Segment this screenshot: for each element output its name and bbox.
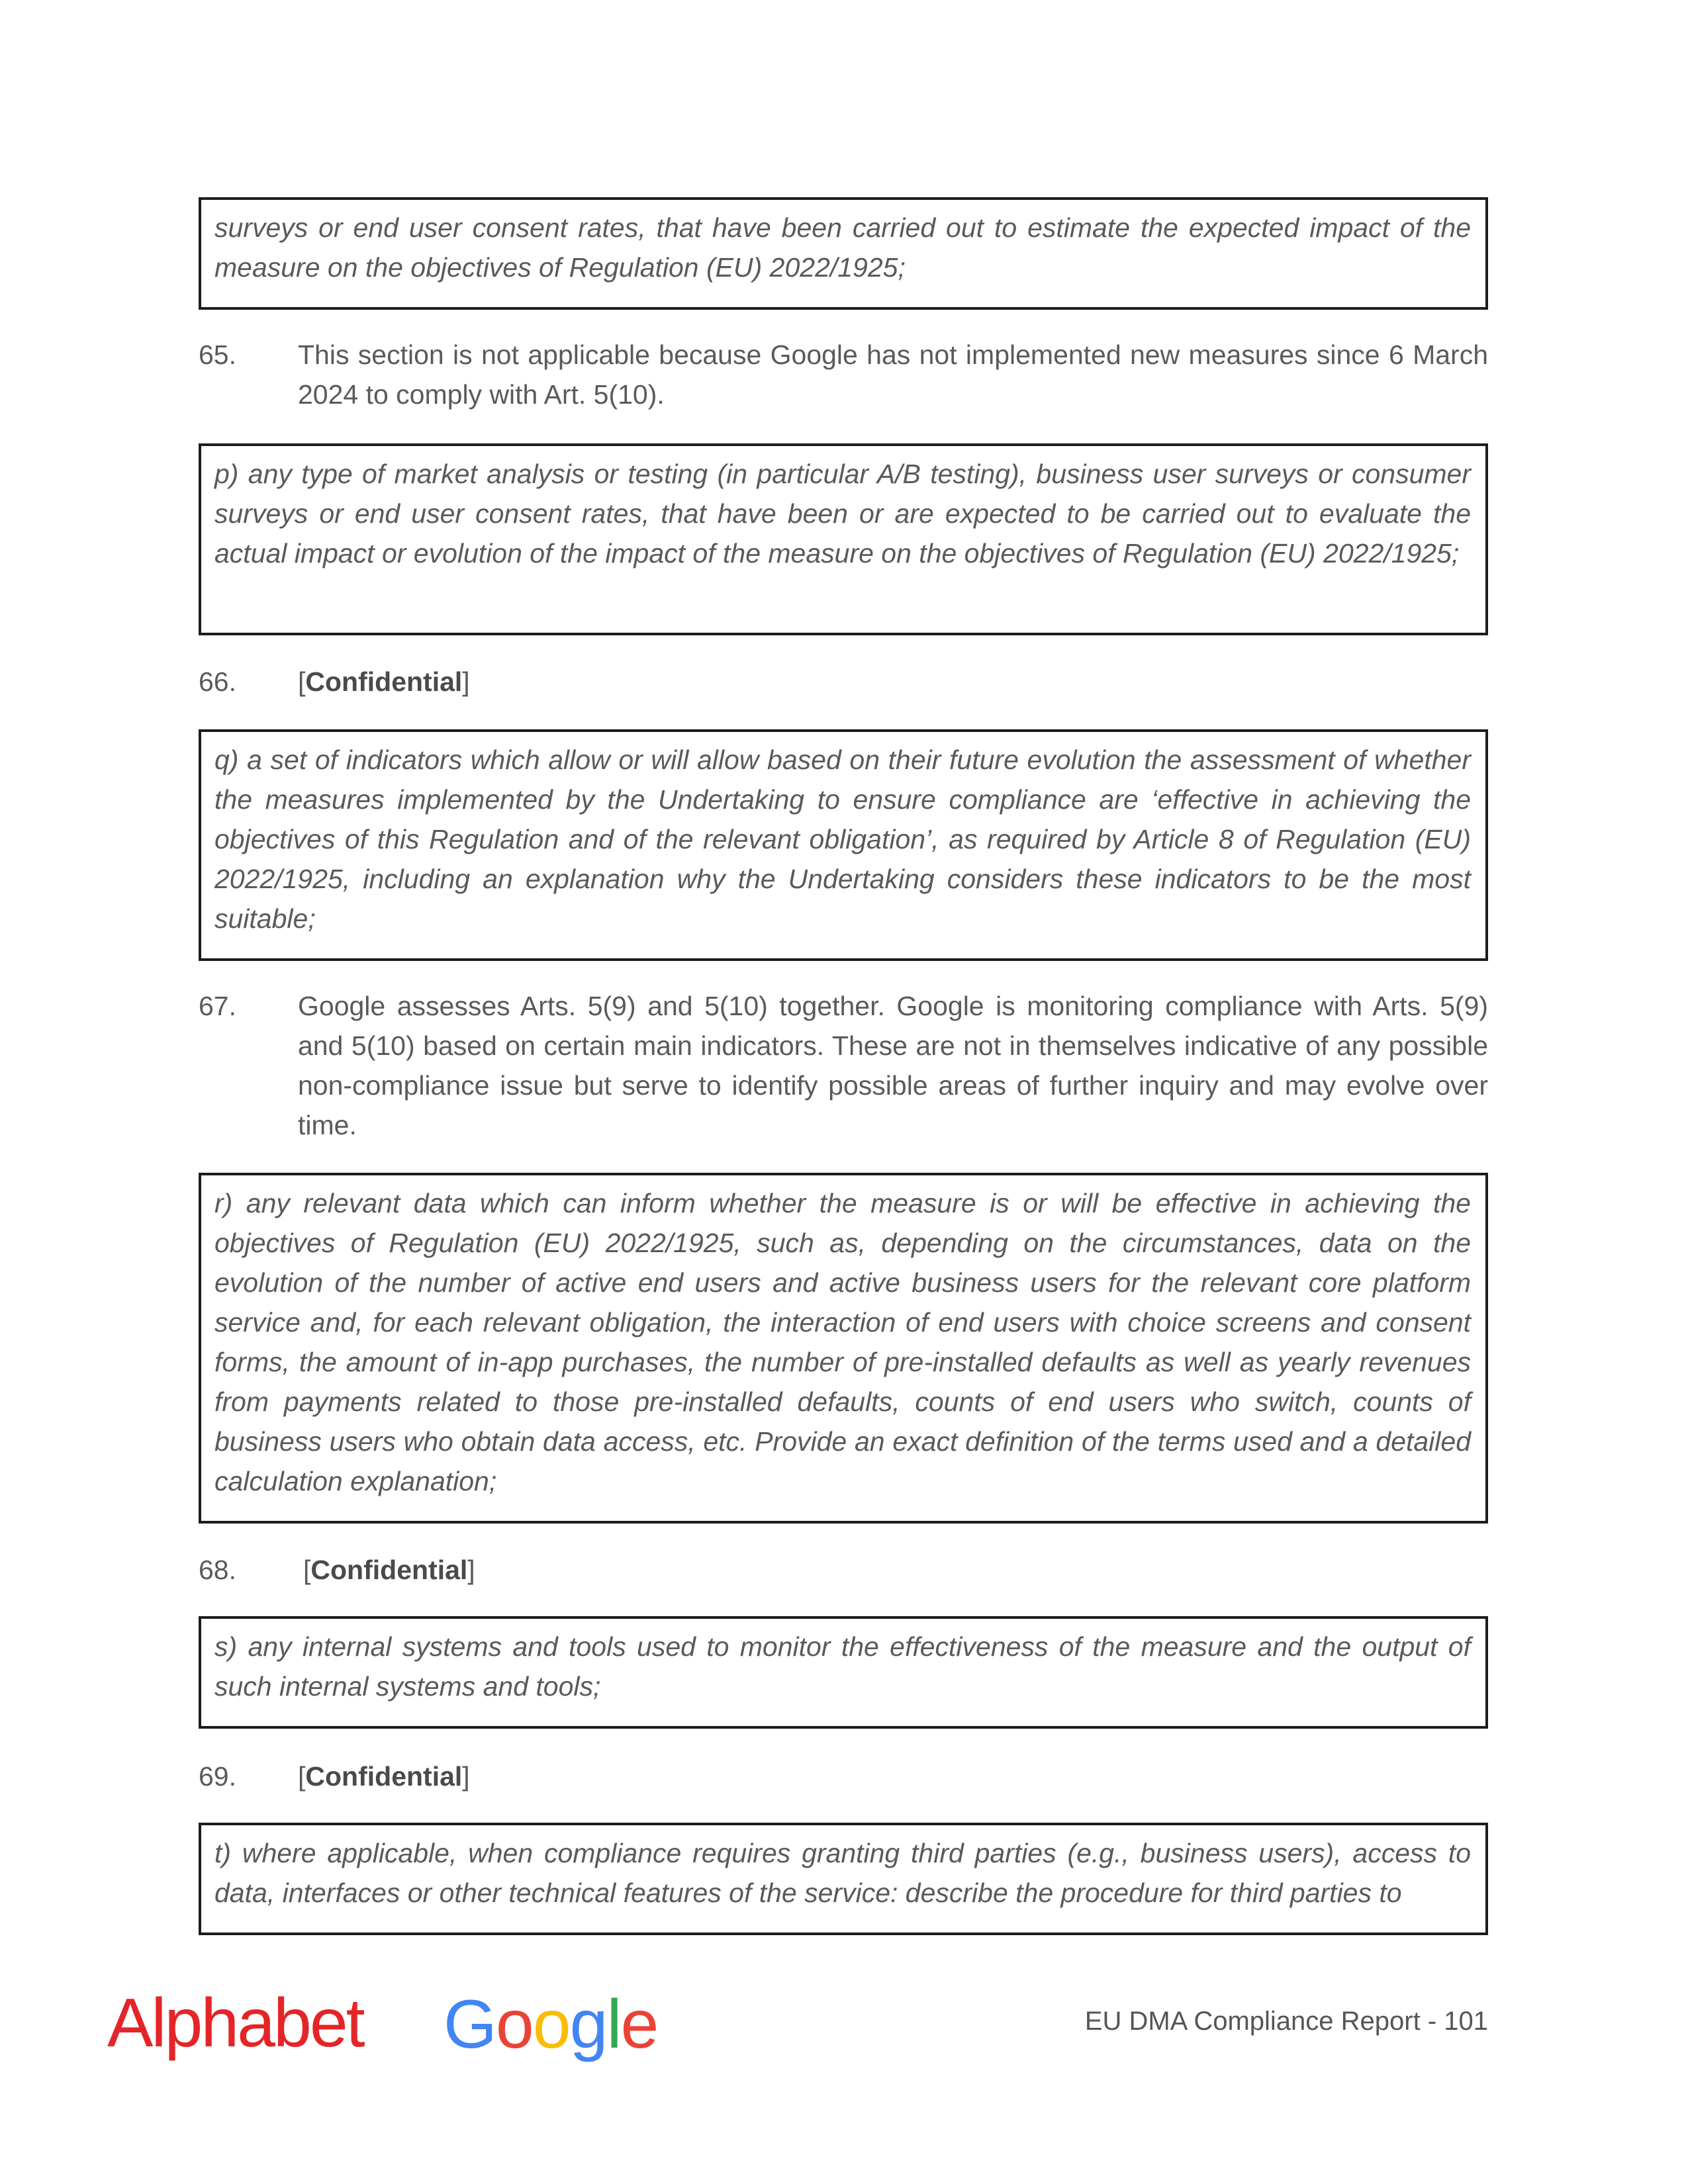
bracket-open: [ [298, 1761, 306, 1792]
paragraph-68 [199, 1550, 1488, 1590]
google-letter: o [532, 1986, 570, 2063]
requirement-text: t) where applicable, when compliance requires granting third parties (e.g., business users), access to data, interfaces or other technical features of the service: describe the procedure for third parties to [214, 1838, 1471, 1908]
alphabet-logo: Alphabet [107, 1985, 363, 2062]
requirement-text: s) any internal systems and tools used to monitor the effectiveness of the measure and the output of such internal systems and tools; [214, 1631, 1471, 1702]
requirement-box-r [199, 1173, 1488, 1524]
google-letter: g [569, 1986, 607, 2063]
paragraph-number: 67. [199, 991, 236, 1021]
requirement-box-q [199, 729, 1488, 961]
bracket-close: ] [467, 1555, 475, 1585]
paragraph-number: 68. [199, 1555, 236, 1585]
requirement-box-t [199, 1823, 1488, 1935]
confidential-label: Confidential [310, 1555, 468, 1585]
bracket-close: ] [462, 666, 470, 697]
bracket-open: [ [303, 1555, 311, 1585]
paragraph-text: Google assesses Arts. 5(9) and 5(10) together. Google is monitoring compliance with Arts. 5(9) and 5(10) based on certain main indicators. These are not in themselves indicative of any possible non-compliance issue but serve to identify possible areas of further inquiry and may evolve over time. [298, 991, 1488, 1140]
confidential-label: Confidential [305, 1761, 463, 1792]
paragraph-66 [199, 662, 1488, 702]
requirement-box-o-continued [199, 197, 1488, 310]
paragraph-number: 69. [199, 1761, 236, 1792]
page-footer-label: EU DMA Compliance Report - 101 [1084, 2007, 1488, 2036]
requirement-text: q) a set of indicators which allow or will allow based on their future evolution the assessment of whether the measures implemented by the Undertaking to ensure compliance are ‘effective in achieving the objectives of this Regulation and of the relevant obligation’, as required by Article 8 of Regulation (EU) 2022/1925, including an explanation why the Undertaking considers these indicators to be the most suitable; [214, 745, 1471, 934]
requirement-text: surveys or end user consent rates, that have been carried out to estimate the expected impact of the measure on the objectives of Regulation (EU) 2022/1925; [214, 212, 1471, 283]
paragraph-text: This section is not applicable because Google has not implemented new measures since 6 March 2024 to comply with Art. 5(10). [298, 340, 1488, 410]
paragraph-69 [199, 1756, 1488, 1796]
google-letter: G [444, 1986, 496, 2063]
requirement-box-s [199, 1616, 1488, 1729]
requirement-text: p) any type of market analysis or testing (in particular A/B testing), business user surveys or consumer surveys or end user consent rates, that have been or are expected to be carried out to evaluate the actual impact or evolution of the impact of the measure on the objectives of Regulation (EU) 2022/1925; [214, 459, 1471, 569]
google-letter: o [495, 1986, 533, 2063]
bracket-close: ] [462, 1761, 470, 1792]
google-letter: l [606, 1986, 621, 2063]
requirement-box-p [199, 443, 1488, 635]
requirement-text: r) any relevant data which can inform whether the measure is or will be effective in achieving the objectives of Regulation (EU) 2022/1925, such as, depending on the circumstances, data on the evolution of the number of active end users and active business users for the relevant core platform service and, for each relevant obligation, the interaction of end users with choice screens and consent forms, the amount of in-app purchases, the number of pre-installed defaults as well as yearly revenues from payments related to those pre-installed defaults, counts of end users who switch, counts of business users who obtain data access, etc. Provide an exact definition of the terms used and a detailed calculation explanation; [214, 1188, 1471, 1496]
bracket-open: [ [298, 666, 306, 697]
paragraph-67 [199, 986, 1488, 1145]
google-letter: e [620, 1986, 658, 2063]
google-logo [444, 1985, 657, 2064]
paragraph-65 [199, 335, 1488, 414]
paragraph-number: 65. [199, 340, 236, 370]
confidential-label: Confidential [305, 666, 463, 697]
paragraph-number: 66. [199, 666, 236, 697]
